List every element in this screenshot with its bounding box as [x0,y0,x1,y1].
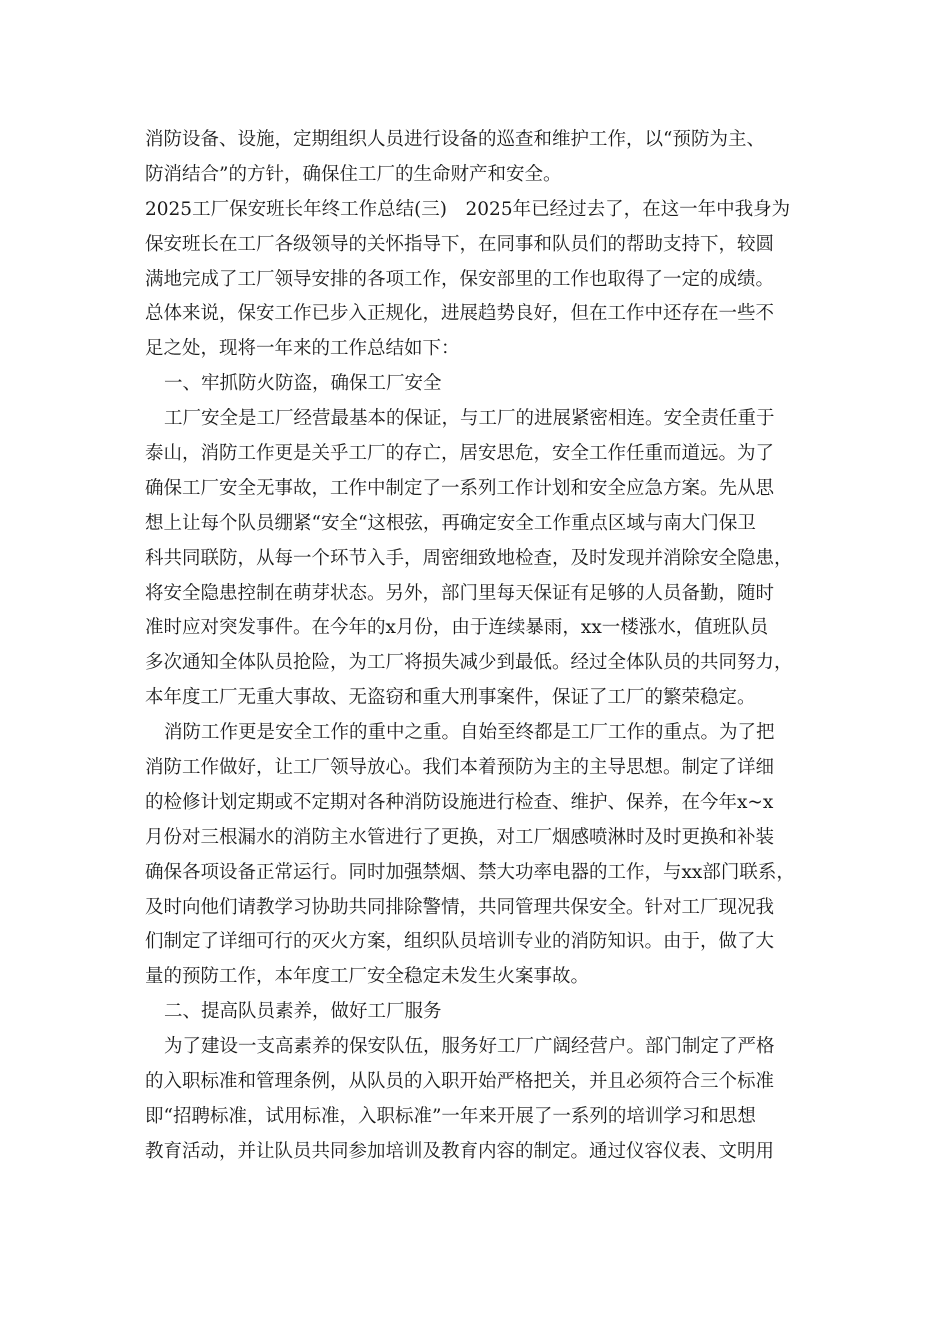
text-line: 保安班长在工厂各级领导的关怀指导下，在同事和队员们的帮助支持下，较圆 [145,233,775,255]
text-line: 消防工作做好，让工厂领导放心。我们本着预防为主的主导思想。制定了详细 [145,757,775,779]
text-line: 2025工厂保安班长年终工作总结(三) 2025年已经过去了，在这一年中我身为 [145,198,791,220]
text-line: 泰山，消防工作更是关乎工厂的存亡，居安思危，安全工作任重而道远。为了 [145,443,775,465]
text-line: 即“招聘标准，试用标准，入职标准”一年来开展了一系列的培训学习和思想 [145,1105,756,1127]
text-line: 消防设备、设施，定期组织人员进行设备的巡查和维护工作，以“预防为主、 [145,129,765,150]
text-line: 满地完成了工厂领导安排的各项工作，保安部里的工作也取得了一定的成绩。 [145,268,775,290]
text-line: 一、牢抓防火防盗，确保工厂安全 [164,373,442,395]
text-line: 消防工作更是安全工作的重中之重。自始至终都是工厂工作的重点。为了把 [164,722,775,744]
text-line: 确保各项设备正常运行。同时加强禁烟、禁大功率电器的工作，与xx部门联系， [145,861,795,883]
text-line: 确保工厂安全无事故，工作中制定了一系列工作计划和安全应急方案。先从思 [145,477,775,499]
text-line: 二、提高队员素养，做好工厂服务 [164,1001,442,1023]
text-line: 总体来说，保安工作已步入正规化，进展趋势良好，但在工作中还存在一些不 [145,303,775,325]
text-line: 工厂安全是工厂经营最基本的保证，与工厂的进展紧密相连。安全责任重于 [164,408,775,430]
text-line: 及时向他们请教学习协助共同排除警情，共同管理共保安全。针对工厂现况我 [145,896,775,918]
text-line: 们制定了详细可行的灭火方案，组织队员培训专业的消防知识。由于，做了大 [145,931,775,953]
text-line: 月份对三根漏水的消防主水管进行了更换，对工厂烟感喷淋时及时更换和补装 [145,826,775,848]
text-line: 想上让每个队员绷紧“安全“这根弦，再确定安全工作重点区域与南大门保卫 [145,512,756,534]
text-line: 的检修计划定期或不定期对各种消防设施进行检查、维护、保养，在今年x~x [145,791,774,813]
text-line: 多次通知全体队员抢险，为工厂将损失减少到最低。经过全体队员的共同努力， [145,652,793,674]
text-line: 量的预防工作，本年度工厂安全稳定未发生火案事故。 [145,966,590,988]
text-line: 足之处，现将一年来的工作总结如下： [145,338,460,360]
text-line: 将安全隐患控制在萌芽状态。另外，部门里每天保证有足够的人员备勤，随时 [145,582,775,604]
text-line: 本年度工厂无重大事故、无盗窃和重大刑事案件，保证了工厂的繁荣稳定。 [145,687,756,709]
text-line: 防消结合”的方针，确保住工厂的生命财产和安全。 [145,163,562,185]
document-body [145,123,815,1170]
text-line: 准时应对突发事件。在今年的x月份，由于连续暴雨，xx一楼涨水，值班队员 [145,617,769,639]
text-line: 为了建设一支高素养的保安队伍，服务好工厂广阔经营户。部门制定了严格 [164,1036,775,1058]
text-line: 的入职标准和管理条例，从队员的入职开始严格把关，并且必须符合三个标准 [145,1071,775,1093]
text-line: 教育活动，并让队员共同参加培训及教育内容的制定。通过仪容仪表、文明用 [145,1140,775,1162]
text-line: 科共同联防，从每一个环节入手，周密细致地检查，及时发现并消除安全隐患， [145,547,793,569]
